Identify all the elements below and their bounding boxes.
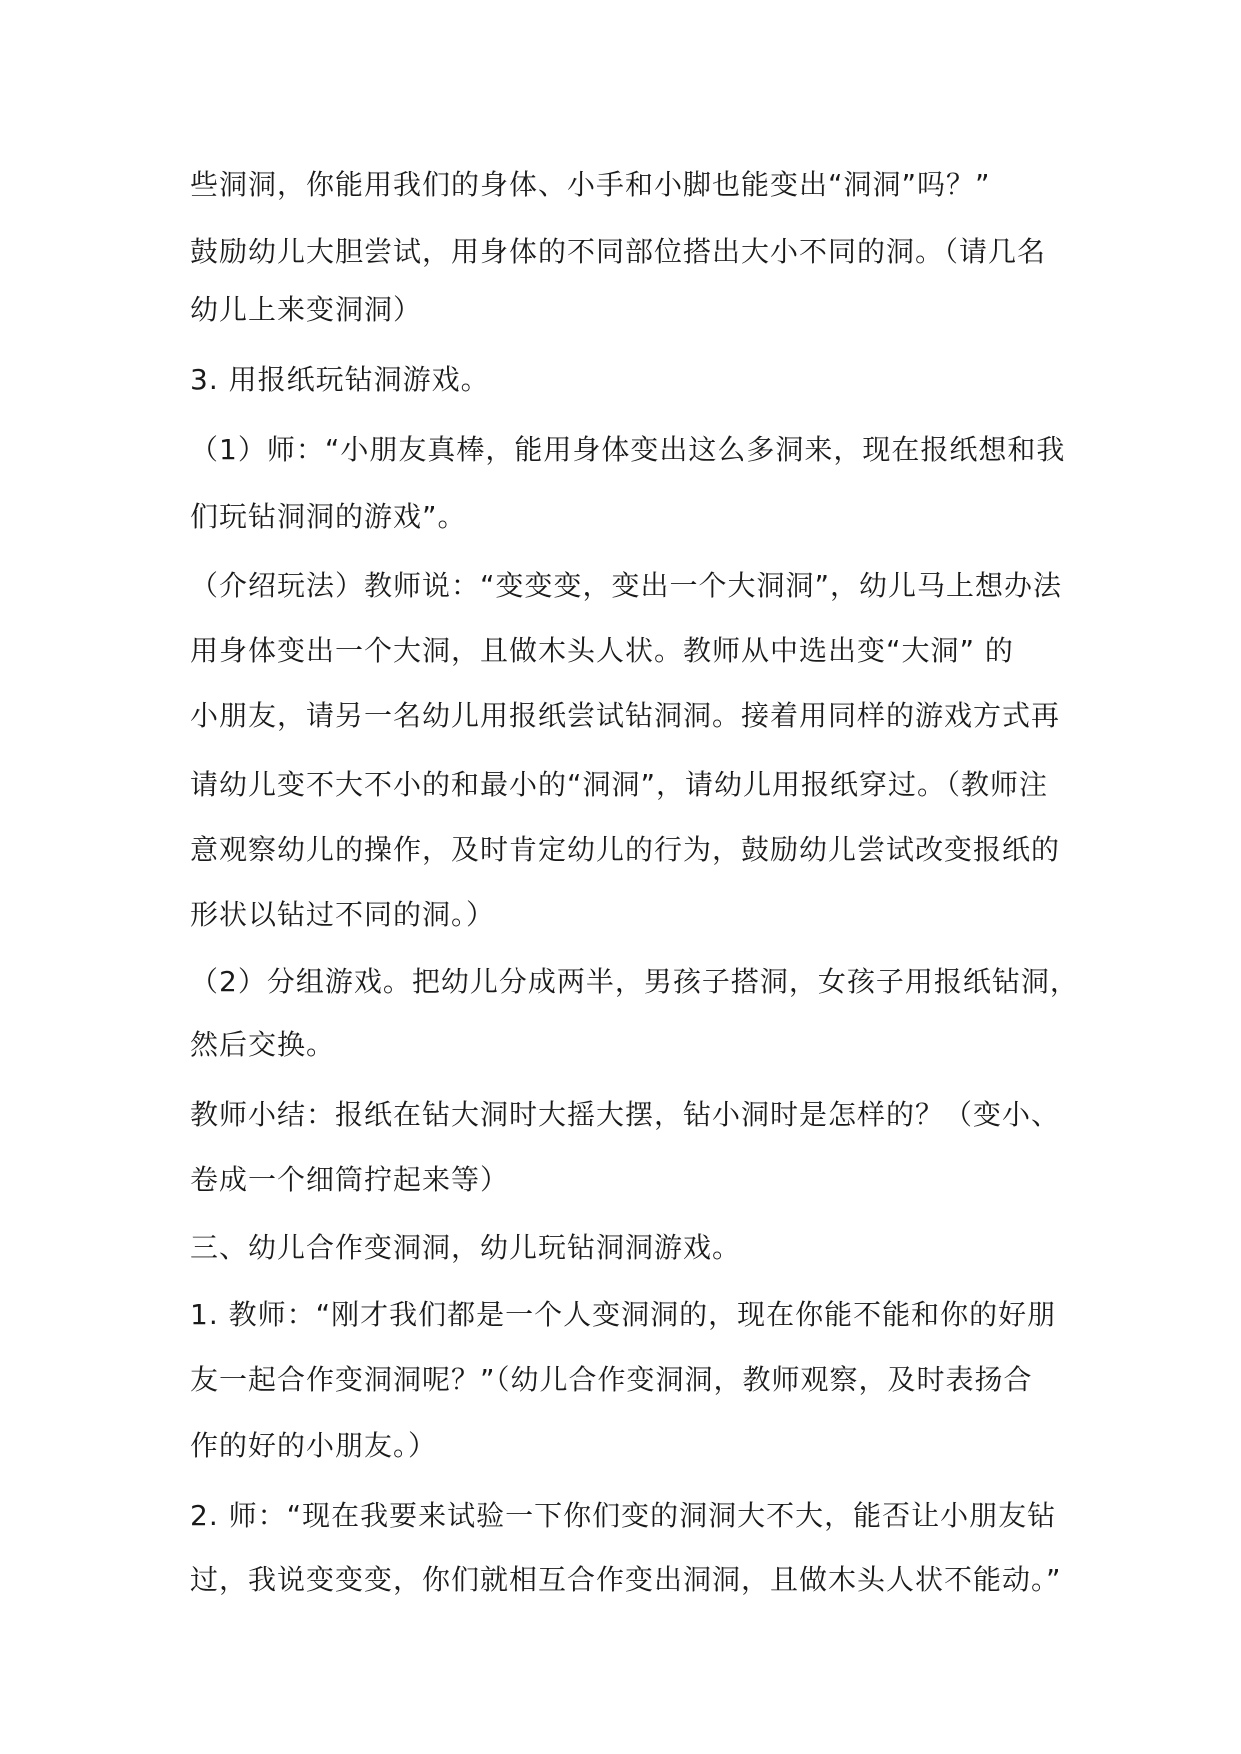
text-line: 们玩钻洞洞的游戏”。 (190, 500, 467, 533)
text-line: 卷成一个细筒拧起来等） (190, 1163, 510, 1196)
text-line: 三、幼儿合作变洞洞，幼儿玩钻洞洞游戏。 (190, 1231, 742, 1264)
text-line: 1. 教师：“刚才我们都是一个人变洞洞的，现在你能不能和你的好朋 (190, 1298, 1057, 1331)
text-line: 3. 用报纸玩钻洞游戏。 (190, 363, 490, 396)
text-line: 请幼儿变不大不小的和最小的“洞洞”，请幼儿用报纸穿过。（教师注 (190, 768, 1049, 801)
text-line: （2）分组游戏。把幼儿分成两半，男孩子搭洞，女孩子用报纸钻洞， (190, 965, 1079, 998)
text-line: 然后交换。 (190, 1028, 336, 1061)
text-line: （1）师：“小朋友真棒，能用身体变出这么多洞来，现在报纸想和我 (190, 433, 1066, 466)
text-line: 形状以钻过不同的洞。） (190, 898, 496, 931)
text-line: 作的好的小朋友。） (190, 1429, 438, 1462)
text-line: 小朋友，请另一名幼儿用报纸尝试钻洞洞。接着用同样的游戏方式再 (190, 699, 1061, 732)
text-line: 幼儿上来变洞洞） (190, 293, 423, 326)
text-line: 友一起合作变洞洞呢？”（幼儿合作变洞洞，教师观察，及时表扬合 (190, 1363, 1033, 1396)
text-line: 鼓励幼儿大胆尝试，用身体的不同部位搭出大小不同的洞。（请几名 (190, 235, 1047, 268)
text-line: 用身体变出一个大洞，且做木头人状。教师从中选出变“大洞” 的 (190, 634, 1014, 667)
text-line: 过，我说变变变，你们就相互合作变出洞洞，且做木头人状不能动。” (190, 1563, 1062, 1596)
text-line: 2. 师：“现在我要来试验一下你们变的洞洞大不大，能否让小朋友钻 (190, 1499, 1057, 1532)
text-line: 意观察幼儿的操作，及时肯定幼儿的行为，鼓励幼儿尝试改变报纸的 (190, 833, 1061, 866)
text-line: 教师小结：报纸在钻大洞时大摇大摆，钻小洞时是怎样的？（变小、 (190, 1098, 1061, 1131)
text-line: 些洞洞，你能用我们的身体、小手和小脚也能变出“洞洞”吗？” (190, 168, 991, 201)
text-line: （介绍玩法）教师说：“变变变，变出一个大洞洞”，幼儿马上想办法 (190, 569, 1063, 602)
